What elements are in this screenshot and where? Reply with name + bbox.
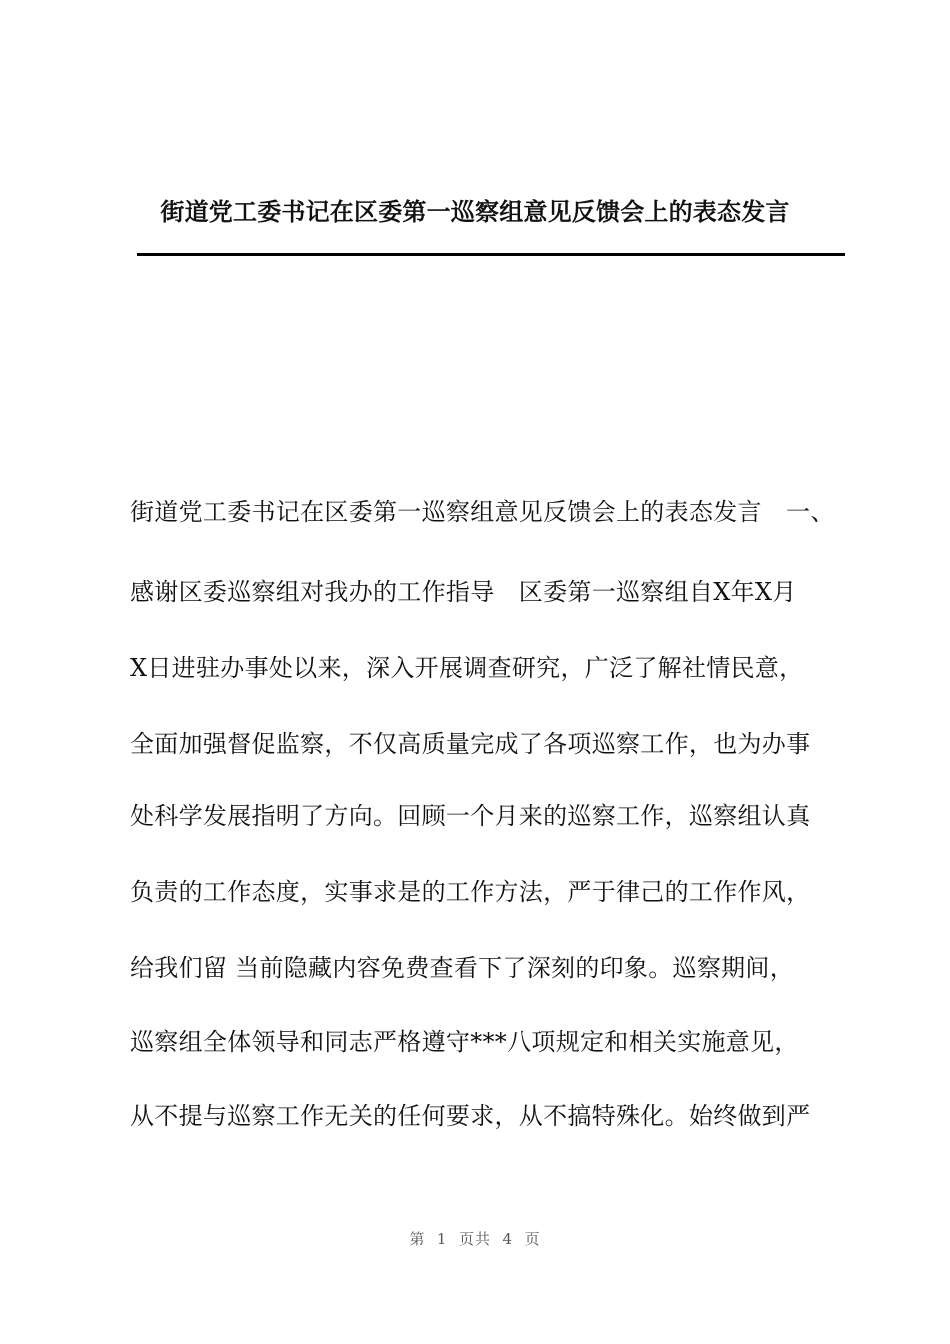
body-line: 感谢区委巡察组对我办的工作指导 区委第一巡察组自X年X月 [130,578,797,606]
body-line: 全面加强督促监察，不仅高质量完成了各项巡察工作，也为办事 [130,730,811,758]
body-line: 给我们留 当前隐藏内容免费查看下了深刻的印象。巡察期间， [130,954,795,982]
body-line: 巡察组全体领导和同志严格遵守***八项规定和相关实施意见， [130,1028,799,1056]
body-line: 负责的工作态度，实事求是的工作方法，严于律己的工作作风， [130,878,811,906]
body-line: 街道党工委书记在区委第一巡察组意见反馈会上的表态发言 一、 [130,498,835,526]
page-footer: 第 1 页共 4 页 [409,1230,541,1248]
body-line: 从不提与巡察工作无关的任何要求，从不搞特殊化。始终做到严 [130,1102,811,1130]
document-title: 街道党工委书记在区委第一巡察组意见反馈会上的表态发言 [160,198,790,226]
title-underline [137,253,845,256]
body-line: X日进驻办事处以来，深入开展调查研究，广泛了解社情民意， [130,654,804,682]
body-line: 处科学发展指明了方向。回顾一个月来的巡察工作，巡察组认真 [130,802,811,830]
